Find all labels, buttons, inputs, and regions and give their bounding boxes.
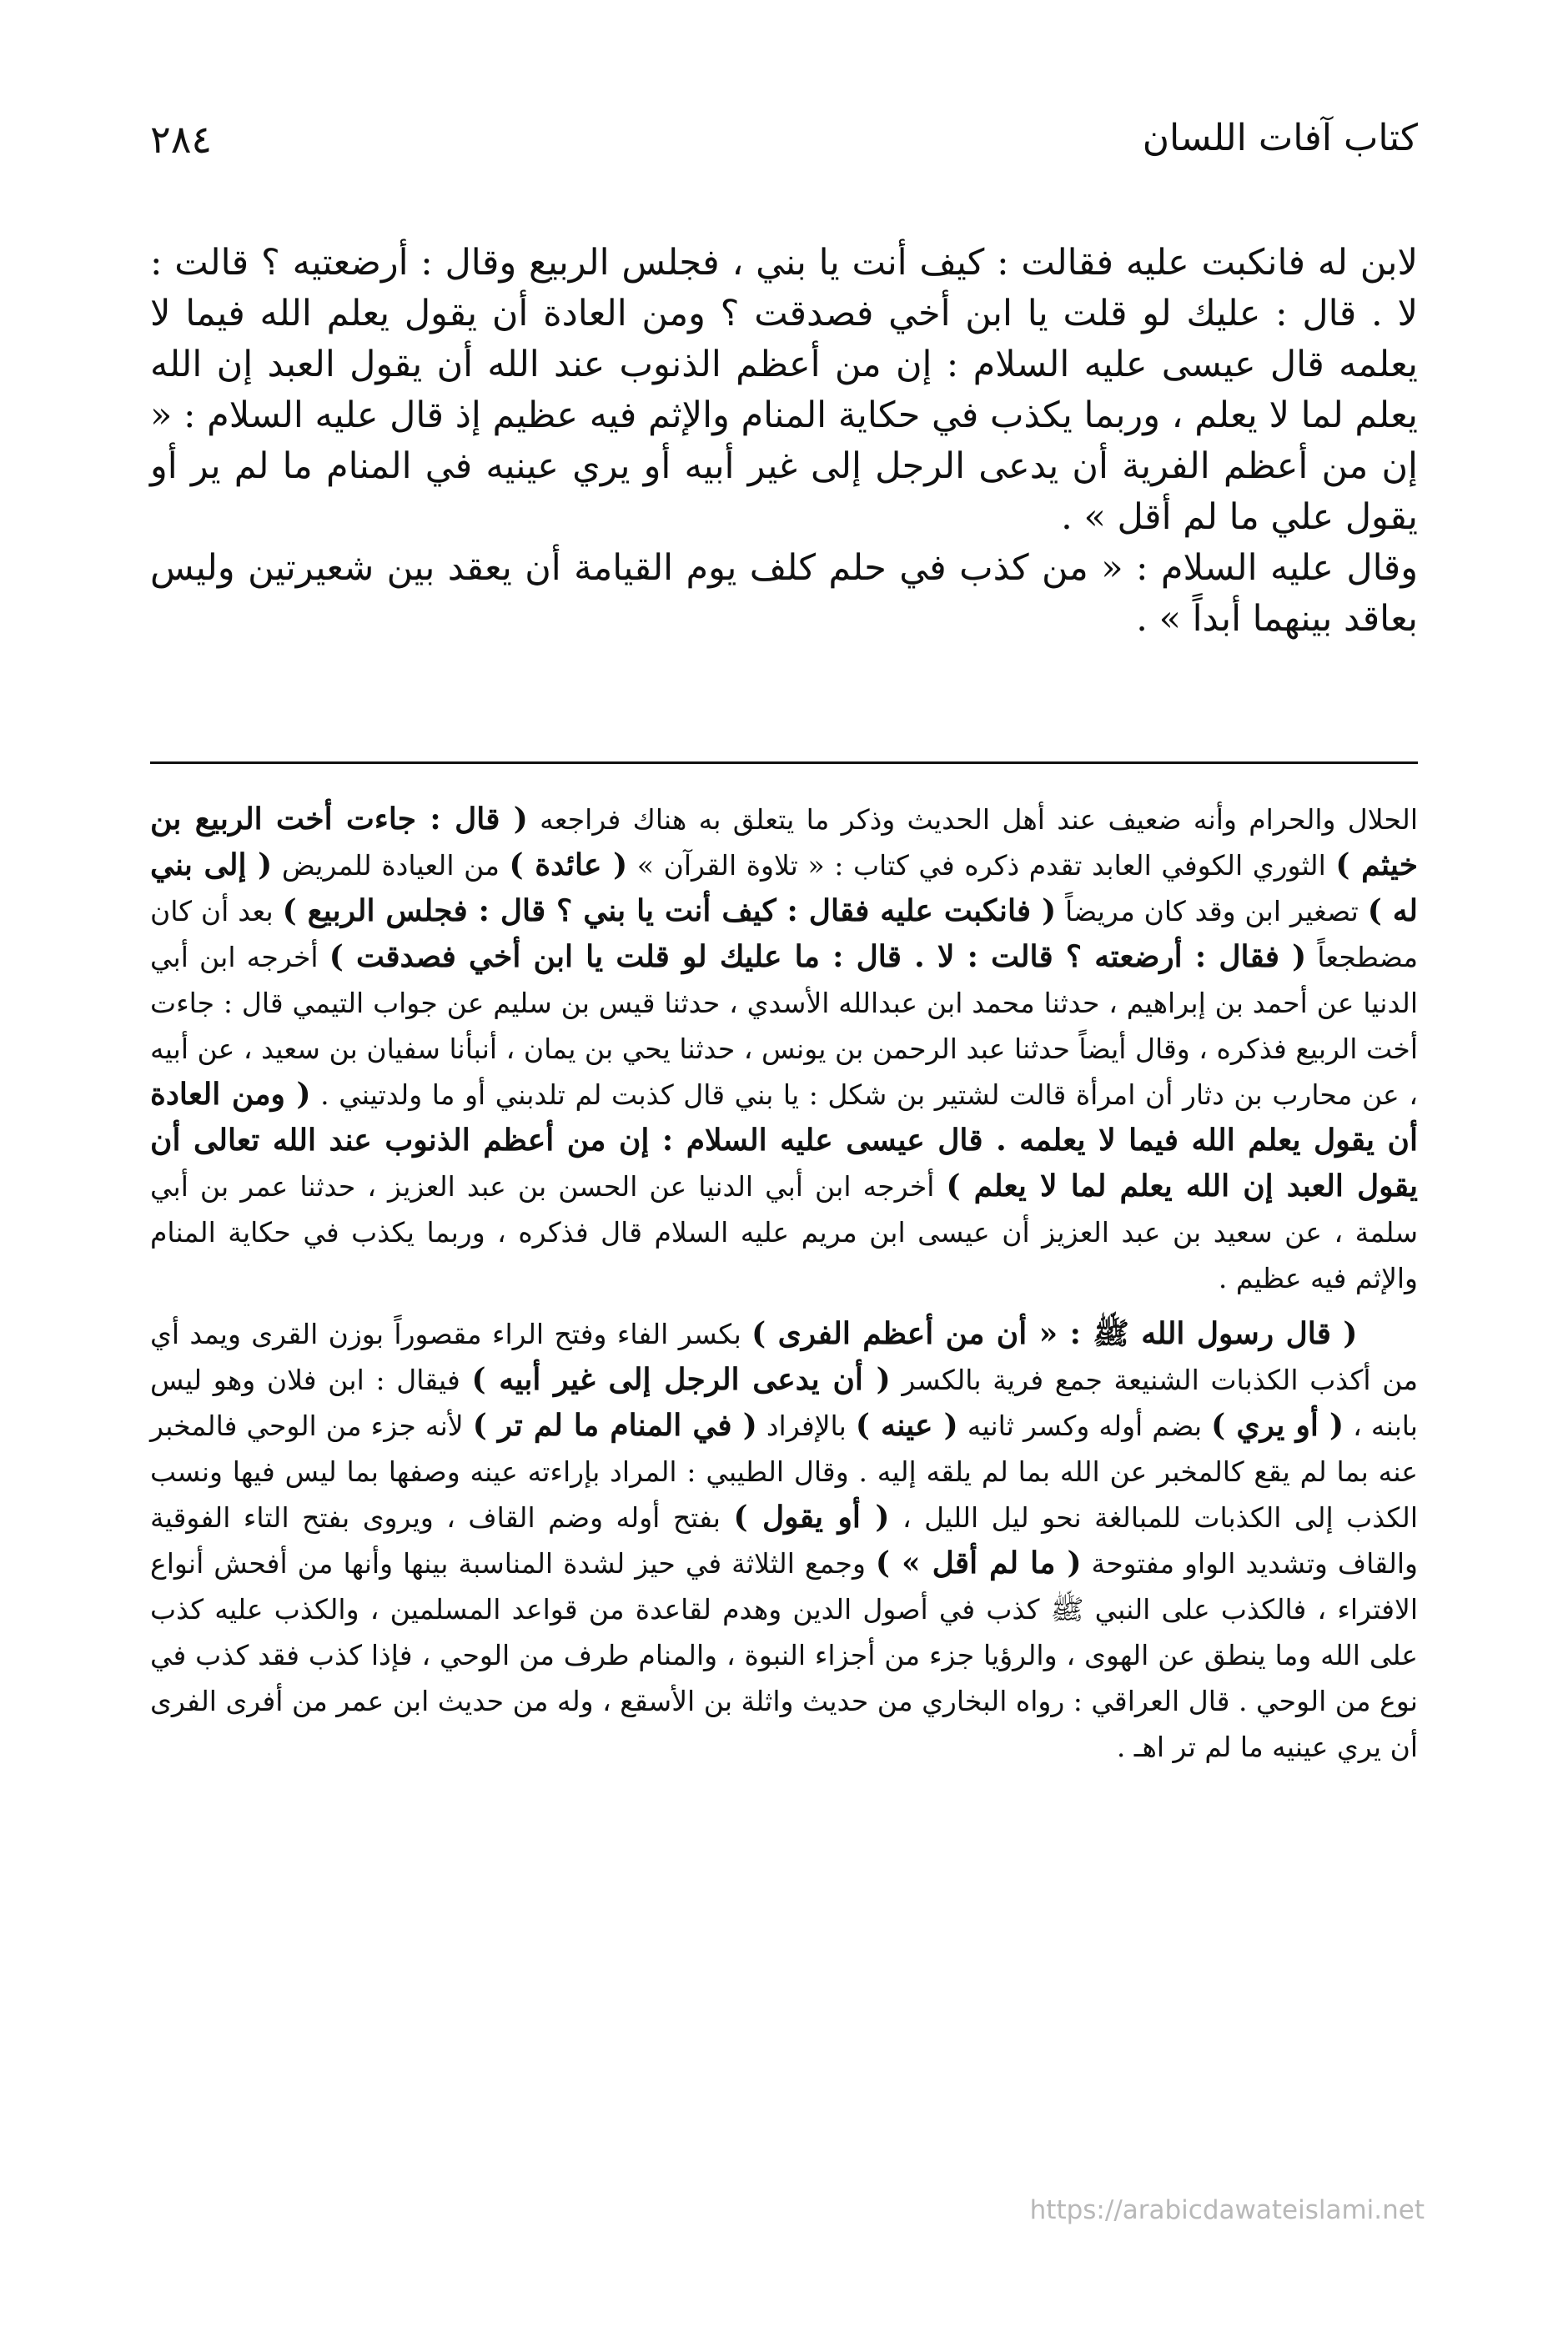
running-title: كتاب آفات اللسان bbox=[1142, 117, 1418, 159]
quoted-matn-segment: ( عينه ) bbox=[855, 1408, 958, 1443]
commentary-segment: تصغير ابن وقد كان مريضاً bbox=[1056, 895, 1368, 927]
commentary-segment: الحلال والحرام وأنه ضعيف عند أهل الحديث وذكر ما يتعلق به هناك فراجعه bbox=[527, 803, 1418, 836]
footnote-separator bbox=[150, 761, 1418, 764]
quoted-matn-segment: ( إلى بني له ) bbox=[150, 847, 1418, 928]
commentary-segment: الثوري الكوفي العابد تقدم ذكره في كتاب : « تلاوة القرآن » bbox=[627, 849, 1336, 882]
commentary-segment: أخرجه ابن أبي الدنيا عن أحمد بن إبراهيم ، حدثنا محمد ابن عبدالله الأسدي ، حدثنا قيس بن سليم عن جواب التيمي قال : جاءت أخت الربيع فذكره ، وقال أيضاً حدثنا عبد الرحمن بن يونس ، حدثنا يحي بن يمان ، أنبأنا سفيان بن سعيد ، عن أبيه ، عن محارب بن دثار أن امرأة قالت لشتير بن شكل : يا بني قال كذبت لم تلدبني أو ما ولدتيني . bbox=[150, 941, 1418, 1111]
commentary-segment: بعد أن كان مضطجعاً bbox=[150, 895, 1418, 973]
quoted-matn-segment: ( عائدة ) bbox=[509, 847, 628, 882]
commentary-segment: أخرجه ابن أبي الدنيا عن الحسن بن عبد العزيز ، حدثنا عمر بن أبي سلمة ، عن سعيد بن عبد العزيز أن عيسى ابن مريم عليه السلام قال فذكره ، وربما يكذب في حكاية المنام والإثم فيه عظيم . bbox=[150, 1170, 1418, 1294]
watermark-url: https://arabicdawateislami.net bbox=[1029, 2195, 1425, 2225]
quoted-matn-segment: ( أو يري ) bbox=[1211, 1408, 1344, 1443]
commentary-segment: فيقال : ابن فلان وهو ليس بابنه ، bbox=[150, 1364, 1418, 1442]
main-text bbox=[150, 238, 1418, 645]
page-number: ٢٨٤ bbox=[150, 117, 213, 162]
commentary-segment: من العيادة للمريض bbox=[272, 849, 510, 882]
quoted-matn-segment: ( فقال : أرضعته ؟ قالت : لا . قال : ما عليك لو قلت يا ابن أخي فصدقت ) bbox=[329, 939, 1307, 974]
commentary-segment: بالإفراد bbox=[756, 1410, 856, 1442]
commentary bbox=[150, 797, 1418, 1770]
quoted-matn-segment: ( في المنام ما لم تر ) bbox=[472, 1408, 757, 1443]
quoted-matn-segment: ( قال رسول الله ﷺ : « أن من أعظم الفرى ) bbox=[751, 1316, 1358, 1351]
commentary-segment: وجمع الثلاثة في حيز لشدة المناسبة بينها وأنها من أفحش أنواع الافتراء ، فالكذب على النبي ﷺ كذب في أصول الدين وهدم لقاعدة من قواعد المسلمين ، والكذب عليه كذب على الله وما ينطق عن الهوى ، والرؤيا جزء من أجزاء النبوة ، والمنام طرف من الوحي ، فإذا كذب فقد كذب في نوع من الوحي . قال العراقي : رواه البخاري من حديث واثلة بن الأسقع ، وله من حديث ابن عمر من أفرى الفرى أن يري عينيه ما لم تر اهـ . bbox=[150, 1547, 1418, 1763]
commentary-segment: بفتح أوله وضم القاف ، ويروى بفتح التاء الفوقية والقاف وتشديد الواو مفتوحة bbox=[150, 1501, 1418, 1580]
quoted-matn-segment: ( قال : جاءت أخت الربيع بن خيثم ) bbox=[150, 802, 1419, 882]
quoted-matn-segment: ( أو يقول ) bbox=[733, 1500, 890, 1535]
quoted-matn-segment: ( فانكبت عليه فقال : كيف أنت يا بني ؟ قال : فجلس الربيع ) bbox=[282, 893, 1057, 928]
main-paragraph: وقال عليه السلام : « من كذب في حلم كلف يوم القيامة أن يعقد بين شعيرتين وليس بعاقد بينهما أبداً » . bbox=[150, 547, 1418, 640]
commentary-segment: لأنه جزء من الوحي فالمخبر عنه بما لم يقع كالمخبر عن الله بما لم يلقه إليه . وقال الطيبي : المراد بإراءته عينه وصفها بما ليس فيها ونسب الكذب إلى الكذبات للمبالغة نحو ليل الليل ، bbox=[150, 1410, 1418, 1534]
main-paragraph: لابن له فانكبت عليه فقالت : كيف أنت يا بني ، فجلس الربيع وقال : أرضعتيه ؟ قالت : لا . قال : عليك لو قلت يا ابن أخي فصدقت ؟ ومن العادة أن يقول يعلم الله فيما لا يعلمه قال عيسى عليه السلام : إن من أعظم الذنوب عند الله أن يقول العبد إن الله يعلم لما لا يعلم ، وربما يكذب في حكاية المنام والإثم فيه عظيم إذ قال عليه السلام : « إن من أعظم الفرية أن يدعى الرجل إلى غير أبيه أو يري عينيه في المنام ما لم ير أو يقول علي ما لم أقل » . bbox=[150, 242, 1418, 538]
page-header bbox=[150, 117, 1418, 183]
quoted-matn-segment: ( ومن العادة أن يقول يعلم الله فيما لا يعلمه . قال عيسى عليه السلام : إن من أعظم الذنوب عند الله تعالى أن يقول العبد إن الله يعلم لما لا يعلم ) bbox=[150, 1077, 1418, 1204]
quoted-matn-segment: ( ما لم أقل » ) bbox=[875, 1545, 1082, 1581]
commentary-paragraph bbox=[150, 1311, 1418, 1770]
commentary-paragraph bbox=[150, 797, 1418, 1301]
quoted-matn-segment: ( أن يدعى الرجل إلى غير أبيه ) bbox=[471, 1362, 891, 1397]
commentary-segment: بكسر الفاء وفتح الراء مقصوراً بوزن القرى ويمد أي من أكذب الكذبات الشنيعة جمع فرية بالكسر bbox=[150, 1318, 1418, 1396]
commentary-segment: بضم أوله وكسر ثانيه bbox=[957, 1410, 1212, 1442]
